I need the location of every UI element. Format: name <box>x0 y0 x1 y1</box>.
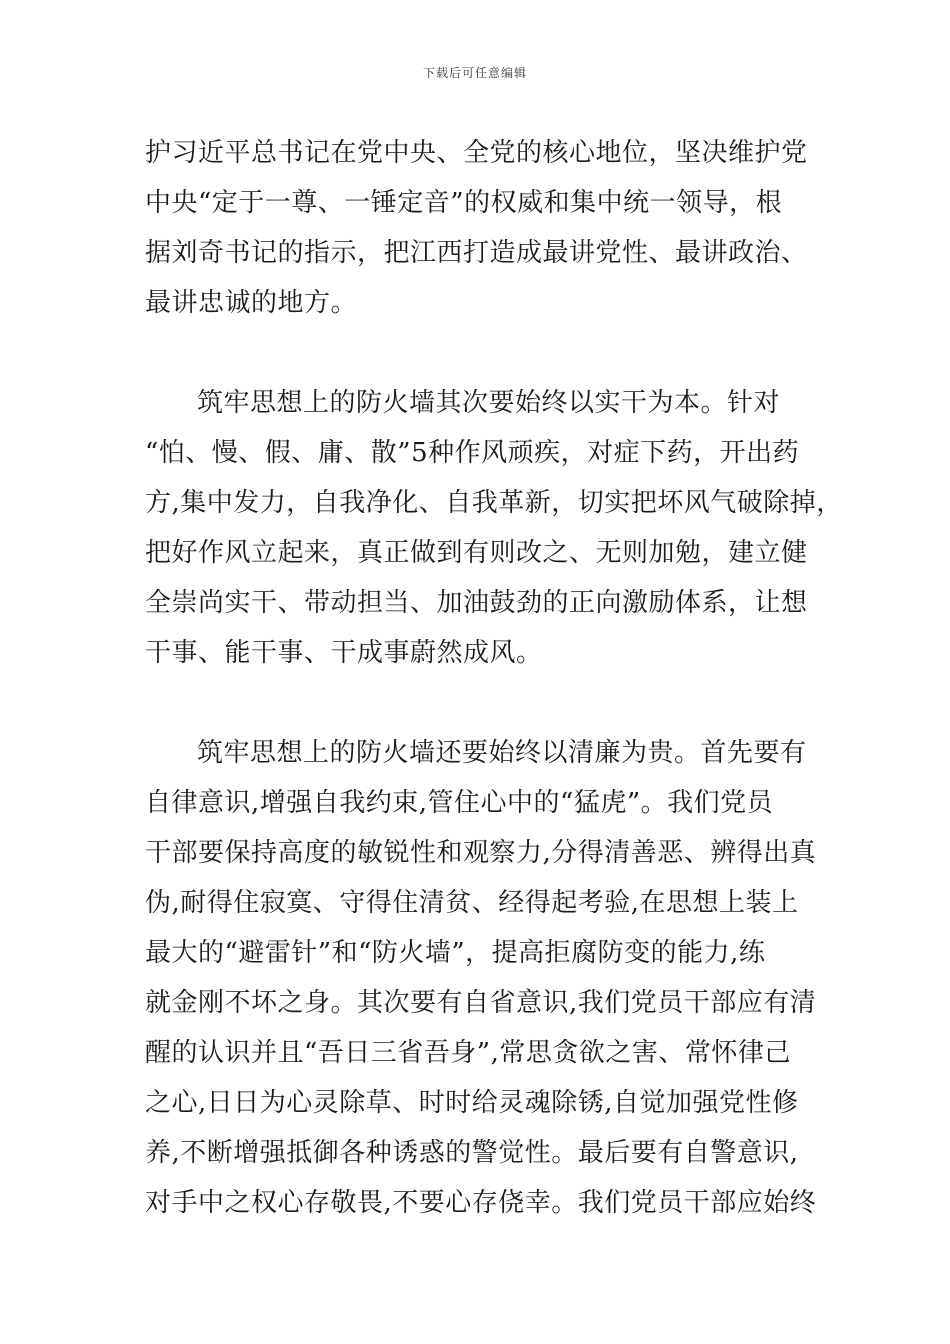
paragraph <box>145 378 843 678</box>
page-header: 下载后可任意编辑 <box>422 66 527 80</box>
text-line: 最大的“避雷针”和“防火墙”，提高拒腐防变的能力,练 <box>145 938 766 968</box>
text-line: 干事、能干事、干成事蔚然成风。 <box>145 638 543 668</box>
text-line: 对手中之权心存敬畏,不要心存侥幸。我们党员干部应始终 <box>145 1188 817 1218</box>
text-line: 醒的认识并且“吾日三省吾身”,常思贪欲之害、常怀律己 <box>145 1038 791 1068</box>
text-line: 最讲忠诚的地方。 <box>145 288 358 318</box>
text-line: 据刘奇书记的指示，把江西打造成最讲党性、最讲政治、 <box>145 238 808 268</box>
text-line: 自律意识,增强自我约束,管住心中的“猛虎”。我们党员 <box>145 788 774 818</box>
text-line: 方,集中发力，自我净化、自我革新，切实把坏风气破除掉， <box>145 488 843 518</box>
text-line: 中央“定于一尊、一锤定音”的权威和集中统一领导，根 <box>145 188 783 218</box>
text-line: “怕、慢、假、庸、散”5种作风顽疾，对症下药，开出药 <box>145 438 800 468</box>
document-body <box>145 128 843 1228</box>
text-line: 伪,耐得住寂寞、守得住清贫、经得起考验,在思想上装上 <box>145 888 799 918</box>
text-line: 筑牢思想上的防火墙其次要始终以实干为本。针对 <box>197 388 781 418</box>
text-line: 养,不断增强抵御各种诱惑的警觉性。最后要有自警意识, <box>145 1138 799 1168</box>
text-line: 就金刚不坏之身。其次要有自省意识,我们党员干部应有清 <box>145 988 817 1018</box>
paragraph-spacer <box>145 678 810 728</box>
text-line: 护习近平总书记在党中央、全党的核心地位，坚决维护党 <box>145 138 808 168</box>
paragraph <box>145 128 810 328</box>
paragraph-spacer <box>145 328 810 378</box>
paragraph <box>145 728 817 1228</box>
text-line: 筑牢思想上的防火墙还要始终以清廉为贵。首先要有 <box>197 738 807 768</box>
text-line: 之心,日日为心灵除草、时时给灵魂除锈,自觉加强党性修 <box>145 1088 799 1118</box>
text-line: 把好作风立起来，真正做到有则改之、无则加勉，建立健 <box>145 538 808 568</box>
text-line: 干部要保持高度的敏锐性和观察力,分得清善恶、辨得出真 <box>145 838 817 868</box>
text-line: 全崇尚实干、带动担当、加油鼓劲的正向激励体系，让想 <box>145 588 808 618</box>
